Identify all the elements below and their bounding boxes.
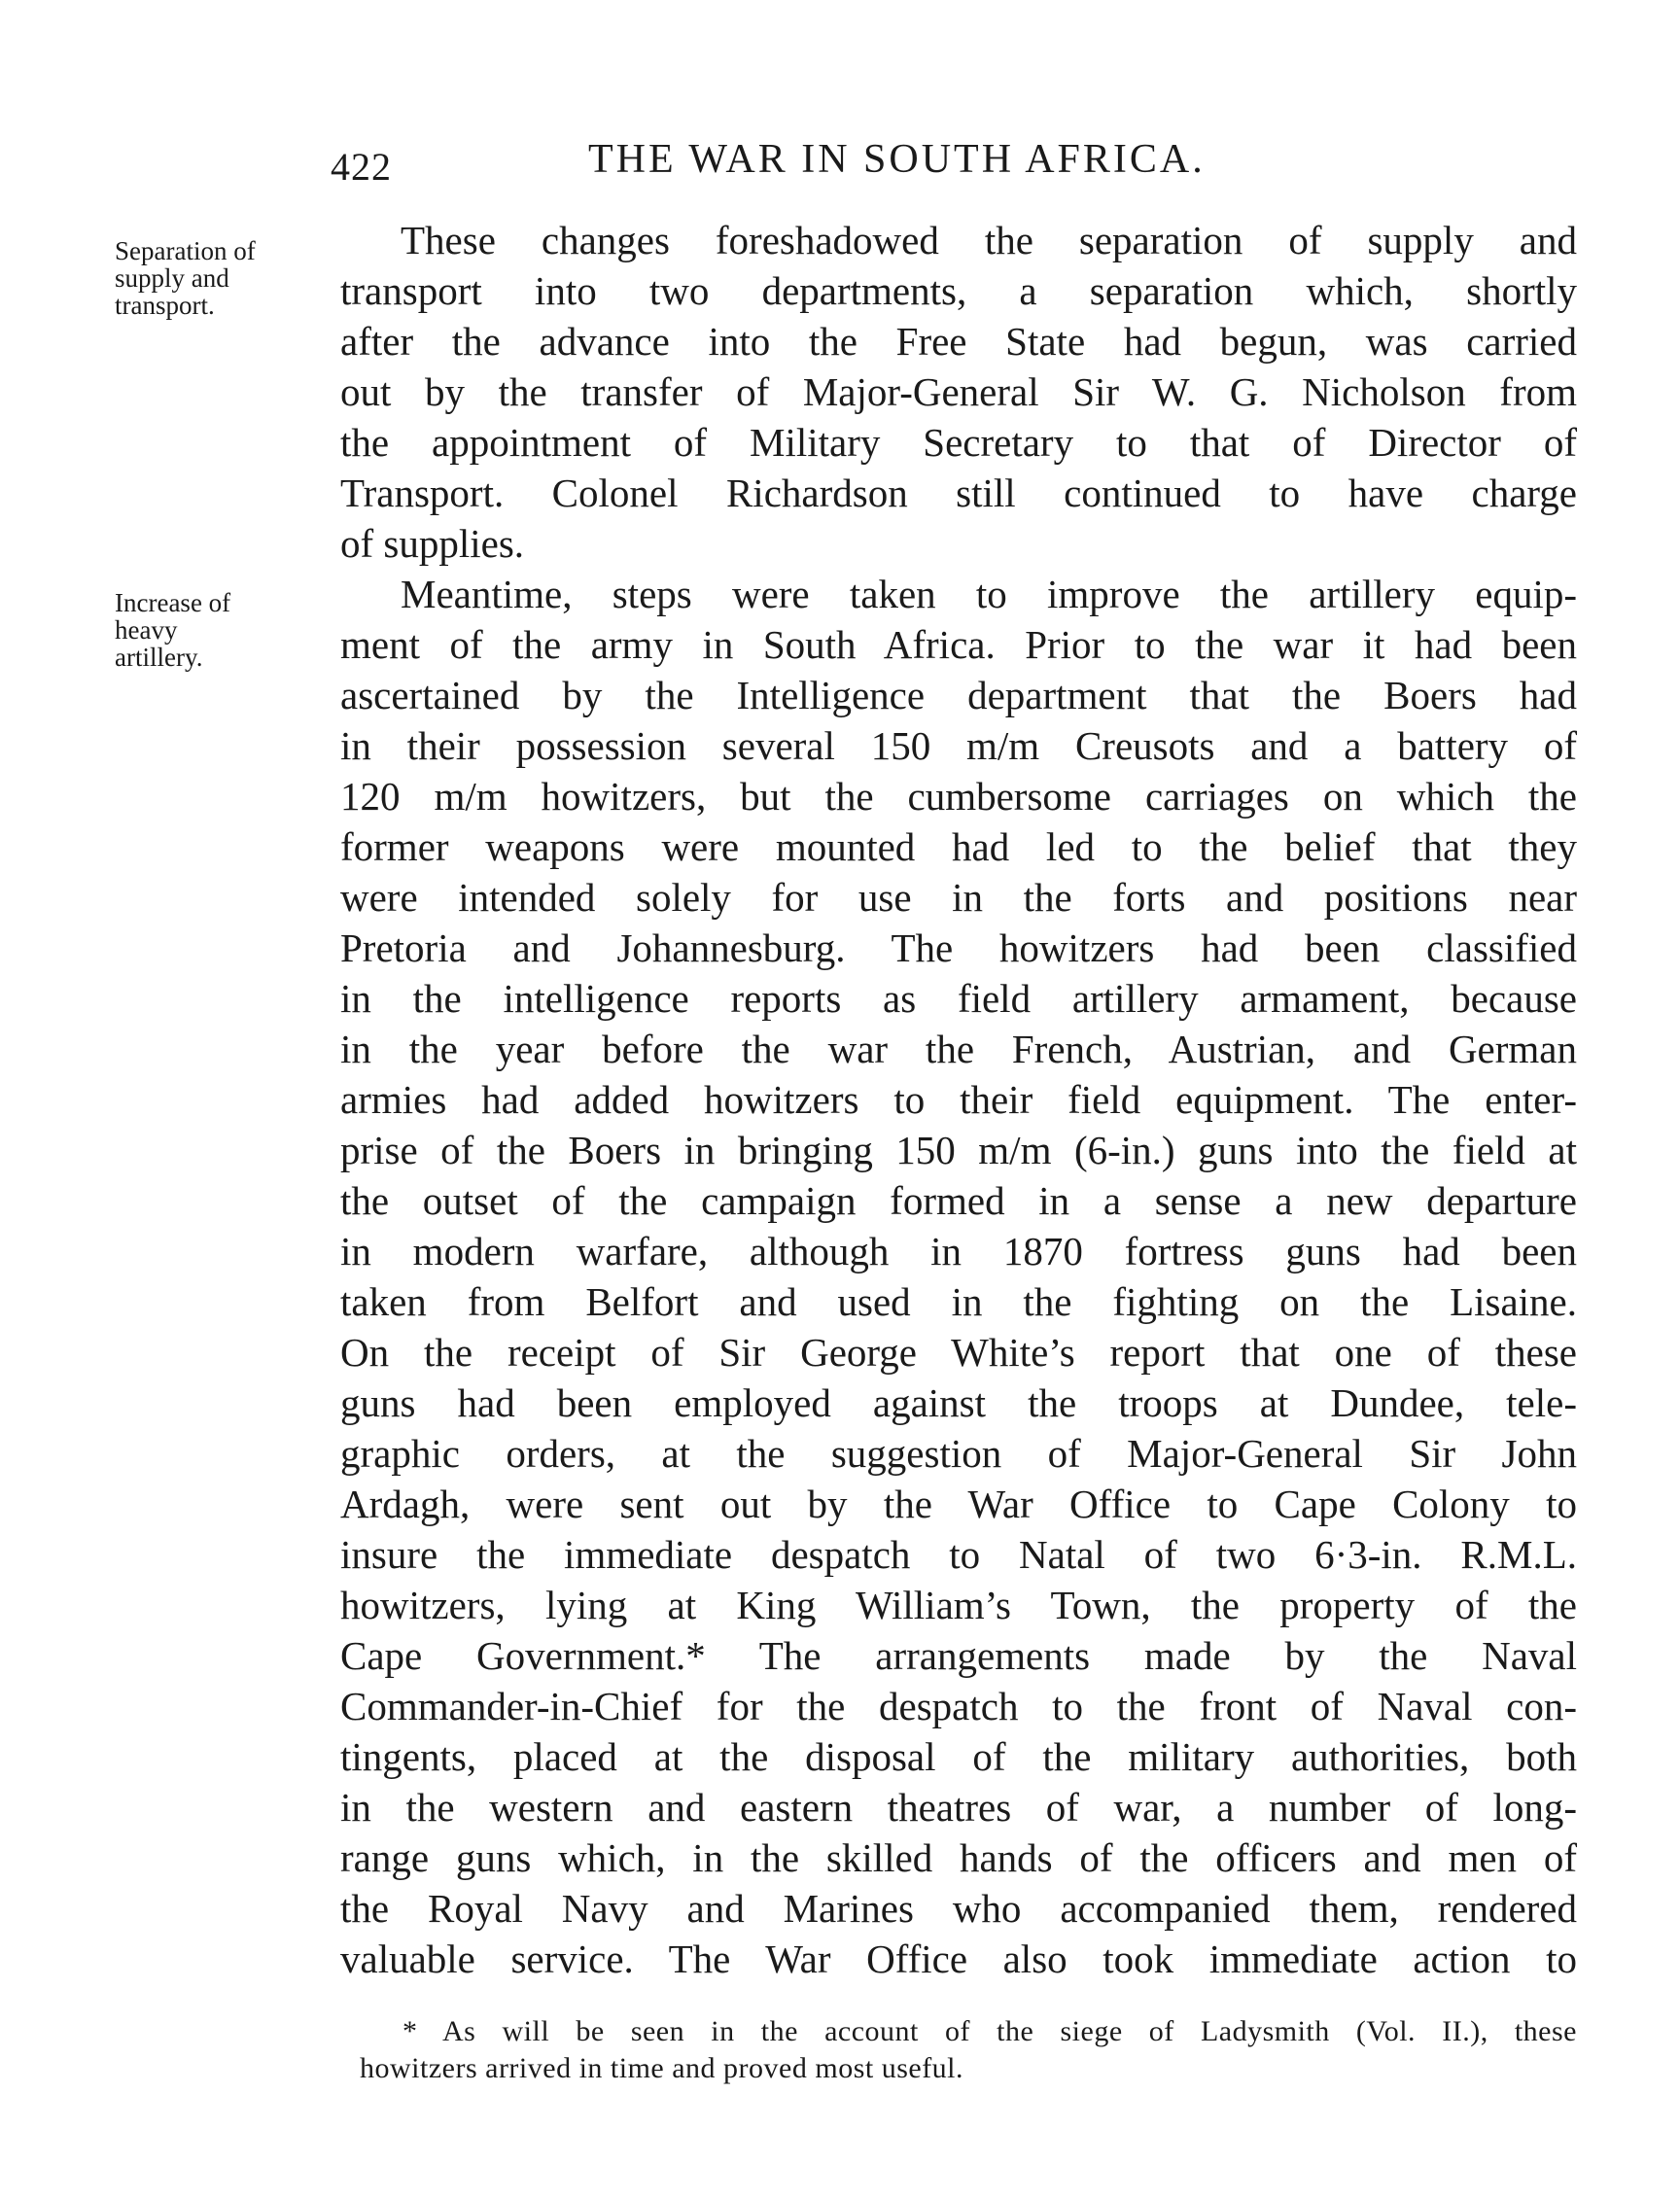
paragraph-1-line: transport into two departments, a separation which, shortly: [340, 268, 1577, 313]
paragraph-2-line: taken from Belfort and used in the fighting on the Lisaine.: [340, 1279, 1577, 1324]
sidenote-line: Increase of: [115, 588, 231, 617]
running-title: THE WAR IN SOUTH AFRICA.: [588, 137, 1206, 182]
paragraph-2-line: graphic orders, at the suggestion of Major-General Sir John: [340, 1431, 1577, 1476]
paragraph-2-line: howitzers, lying at King William’s Town, the property of the: [340, 1583, 1577, 1627]
paragraph-2-line: ascertained by the Intelligence department that the Boers had: [340, 673, 1577, 717]
paragraph-2-line: insure the immediate despatch to Natal of two 6·3-in. R.M.L.: [340, 1532, 1577, 1577]
paragraph-2-line: On the receipt of Sir George White’s report that one of these: [340, 1330, 1577, 1375]
paragraph-2-line: Ardagh, were sent out by the War Office to Cape Colony to: [340, 1482, 1577, 1526]
sidenote-separation-of-supply: [115, 237, 309, 319]
paragraph-2-line: former weapons were mounted had led to the belief that they: [340, 824, 1577, 869]
paragraph-2-line: Commander-in-Chief for the despatch to the front of Naval con-: [340, 1684, 1577, 1728]
paragraph-2-line: in the intelligence reports as field artillery armament, because: [340, 976, 1577, 1021]
paragraph-1-line: after the advance into the Free State had begun, was carried: [340, 319, 1577, 364]
paragraph-2-line: were intended solely for use in the forts and positions near: [340, 875, 1577, 920]
paragraph-2-line: 120 m/m howitzers, but the cumbersome carriages on which the: [340, 774, 1577, 819]
paragraph-2-line: valuable service. The War Office also took immediate action to: [340, 1936, 1577, 1981]
paragraph-2-line: Pretoria and Johannesburg. The howitzers had been classified: [340, 925, 1577, 970]
paragraph-2-line: range guns which, in the skilled hands of the officers and men of: [340, 1835, 1577, 1880]
sidenote-increase-of-heavy-artillery: [115, 589, 309, 671]
paragraph-2-line: Meantime, steps were taken to improve the artillery equip-: [401, 572, 1577, 616]
paragraph-2-line: prise of the Boers in bringing 150 m/m (6-in.) guns into the field at: [340, 1128, 1577, 1172]
paragraph-2-line: tingents, placed at the disposal of the military authorities, both: [340, 1734, 1577, 1779]
paragraph-2-line: in the western and eastern theatres of war, a number of long-: [340, 1785, 1577, 1830]
paragraph-2-line: guns had been employed against the troops at Dundee, tele-: [340, 1380, 1577, 1425]
paragraph-1-line: Transport. Colonel Richardson still continued to have charge: [340, 471, 1577, 515]
sidenote-line: heavy: [115, 615, 178, 645]
paragraph-1-line: out by the transfer of Major-General Sir W. G. Nicholson from: [340, 369, 1577, 414]
paragraph-2-line: in modern warfare, although in 1870 fortress guns had been: [340, 1229, 1577, 1273]
sidenote-line: Separation of: [115, 236, 256, 265]
sidenote-line: transport.: [115, 291, 215, 320]
running-head: [331, 136, 1312, 194]
paragraph-1-line: of supplies.: [340, 521, 525, 566]
footnote-line: * As will be seen in the account of the siege of Ladysmith (Vol. II.), these: [402, 2015, 1577, 2047]
paragraph-2-line: armies had added howitzers to their field equipment. The enter-: [340, 1077, 1577, 1122]
page-number: 422: [331, 145, 392, 189]
paragraph-2-line: in the year before the war the French, Austrian, and German: [340, 1027, 1577, 1071]
footnote-line: howitzers arrived in time and proved most useful.: [360, 2052, 964, 2084]
paragraph-1-line: These changes foreshadowed the separation of supply and: [401, 218, 1577, 262]
paragraph-2-line: Cape Government.* The arrangements made by the Naval: [340, 1633, 1577, 1678]
paragraph-2-line: in their possession several 150 m/m Creusots and a battery of: [340, 723, 1577, 768]
sidenote-line: artillery.: [115, 643, 203, 672]
paragraph-1-line: the appointment of Military Secretary to that of Director of: [340, 420, 1577, 465]
sidenote-line: supply and: [115, 263, 229, 293]
paragraph-2-line: the outset of the campaign formed in a sense a new departure: [340, 1178, 1577, 1223]
paragraph-2-line: the Royal Navy and Marines who accompanied them, rendered: [340, 1886, 1577, 1931]
paragraph-2-line: ment of the army in South Africa. Prior to the war it had been: [340, 622, 1577, 667]
